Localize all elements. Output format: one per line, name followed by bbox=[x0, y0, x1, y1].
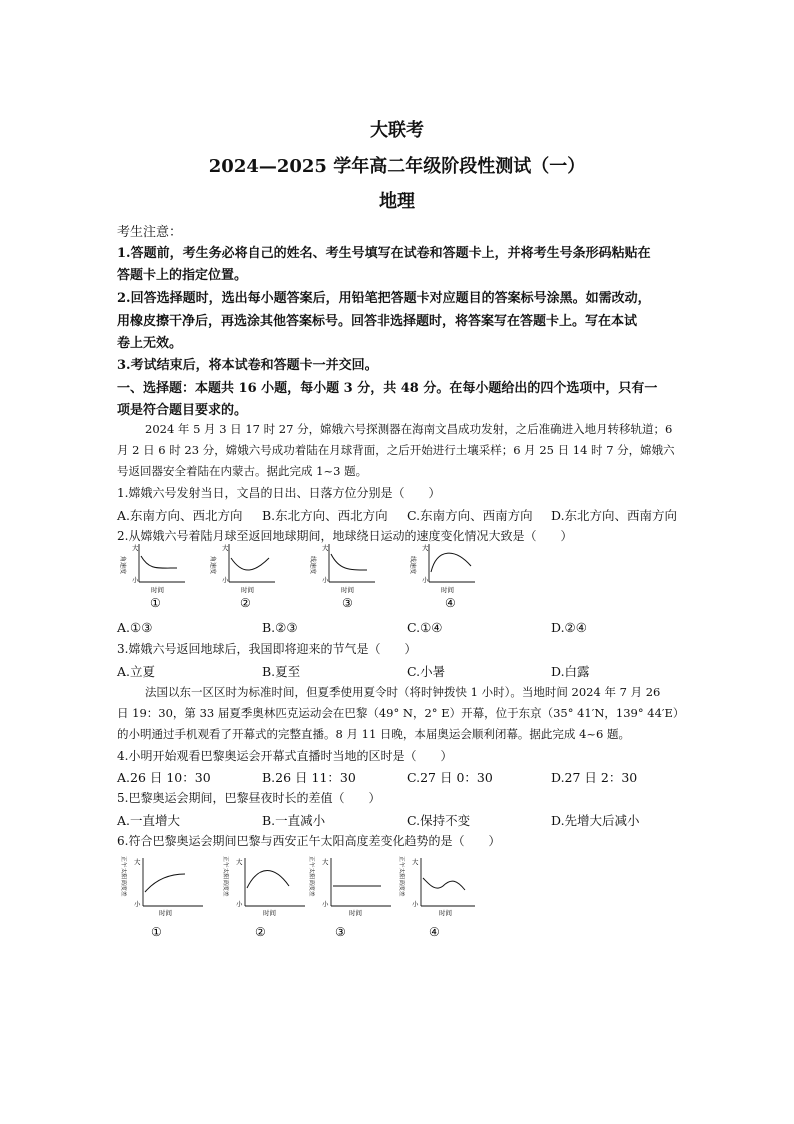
question-2-stem: 2.从嫦娥六号着陆月球至返回地球期间，地球绕日运动的速度变化情况大致是（ ） bbox=[117, 529, 573, 543]
x-axis-label: 时间 bbox=[349, 909, 362, 917]
notice-line: 1.答题前，考生务必将自己的姓名、考生号填写在试卷和答题卡上，并将考生号条形码粘贴在 bbox=[117, 246, 651, 261]
q6-graphs bbox=[115, 852, 475, 942]
curve bbox=[331, 554, 367, 570]
passage-line: 法国以东一区区时为标准时间，但夏季使用夏令时（将时钟拨快 1 小时）。当地时间 2024 年 7 月 26 bbox=[145, 685, 661, 699]
q5-option-d[interactable]: D.先增大后减小 bbox=[551, 813, 640, 828]
q1-option-c[interactable]: C.东南方向、西南方向 bbox=[407, 508, 533, 523]
axis-max-label: 大 bbox=[236, 858, 243, 866]
question-1-stem: 1.嫦娥六号发射当日，文昌的日出、日落方位分别是（ ） bbox=[117, 486, 441, 500]
question-4-stem: 4.小明开始观看巴黎奥运会开幕式直播时当地的区时是（ ） bbox=[117, 749, 453, 763]
notice-line: 答题卡上的指定位置。 bbox=[117, 268, 248, 283]
q2-graph-3 bbox=[309, 543, 375, 610]
axis-min-label: 小 bbox=[322, 900, 329, 908]
question-3-stem: 3.嫦娥六号返回地球后，我国即将迎来的节气是（ ） bbox=[117, 642, 417, 656]
y-axis-label: 线速度 bbox=[409, 556, 416, 575]
q4-option-c[interactable]: C.27 日 0：30 bbox=[407, 770, 493, 785]
x-axis-label: 时间 bbox=[341, 586, 354, 594]
q2-graph-4 bbox=[409, 543, 475, 610]
section-heading: 一、选择题：本题共 16 小题，每小题 3 分，共 48 分。在每小题给出的四个选项中，只有一 bbox=[117, 381, 658, 396]
x-axis-label: 时间 bbox=[263, 909, 276, 917]
q1-option-d[interactable]: D.东北方向、西南方向 bbox=[551, 508, 678, 523]
axis-max-label: 大 bbox=[222, 544, 229, 552]
section-heading-cont: 项是符合题目要求的。 bbox=[117, 403, 248, 418]
passage-line: 日 19：30，第 33 届夏季奥林匹克运动会在巴黎（49° N，2° E）开幕，位于东京（35° 41′N，139° 44′E） bbox=[117, 706, 685, 720]
graph-number: ② bbox=[240, 596, 251, 610]
axis-min-label: 小 bbox=[222, 576, 229, 584]
q5-option-b[interactable]: B.一直减小 bbox=[262, 813, 326, 828]
graph-number: ④ bbox=[429, 925, 440, 939]
x-axis-label: 时间 bbox=[439, 909, 452, 917]
y-axis-label: 角速度 bbox=[209, 556, 216, 575]
axis-max-label: 大 bbox=[422, 544, 429, 552]
curve bbox=[231, 558, 269, 570]
q2-graph-2 bbox=[209, 543, 275, 610]
y-axis-label: 角速度 bbox=[119, 556, 126, 575]
page-title: 2024—2025 学年高二年级阶段性测试（一） bbox=[208, 156, 586, 177]
q2-graph-1 bbox=[119, 543, 185, 610]
graph-number: ① bbox=[150, 596, 161, 610]
q5-option-c[interactable]: C.保持不变 bbox=[407, 813, 471, 828]
q5-option-a[interactable]: A.一直增大 bbox=[117, 813, 181, 828]
q3-option-a[interactable]: A.立夏 bbox=[117, 664, 156, 679]
axis-max-label: 大 bbox=[322, 858, 329, 866]
q2-graphs bbox=[115, 540, 475, 612]
graph-number: ② bbox=[255, 925, 266, 939]
y-axis-label: 线速度 bbox=[309, 556, 316, 575]
q4-option-d[interactable]: D.27 日 2：30 bbox=[551, 770, 638, 785]
q6-graph-2 bbox=[222, 856, 305, 939]
axis-min-label: 小 bbox=[322, 576, 329, 584]
notice-heading: 考生注意： bbox=[117, 225, 183, 240]
y-axis-label: 正午太阳高度差 bbox=[398, 856, 404, 897]
q6-graph-4 bbox=[398, 856, 475, 939]
passage-line: 号返回器安全着陆在内蒙古。据此完成 1~3 题。 bbox=[117, 464, 368, 478]
notice-line: 3.考试结束后，将本试卷和答题卡一并交回。 bbox=[117, 358, 378, 373]
axis-max-label: 大 bbox=[322, 544, 329, 552]
q1-option-a[interactable]: A.东南方向、西北方向 bbox=[117, 508, 243, 523]
y-axis-label: 正午太阳高度差 bbox=[222, 856, 228, 897]
x-axis-label: 时间 bbox=[441, 586, 454, 594]
y-axis-label: 正午太阳高度差 bbox=[308, 856, 314, 897]
passage-line: 2024 年 5 月 3 日 17 时 27 分，嫦娥六号探测器在海南文昌成功发射，之后准确进入地月转移轨道；6 bbox=[145, 422, 673, 436]
y-axis-label: 正午太阳高度差 bbox=[120, 856, 126, 897]
x-axis-label: 时间 bbox=[241, 586, 254, 594]
q3-option-d[interactable]: D.白露 bbox=[551, 664, 590, 679]
q6-graph-1 bbox=[120, 856, 203, 939]
exam-name: 大联考 bbox=[370, 120, 424, 141]
q2-option-c[interactable]: C.①④ bbox=[407, 620, 443, 635]
curve bbox=[247, 871, 289, 889]
notice-line: 用橡皮擦干净后，再选涂其他答案标号。回答非选择题时，将答案写在答题卡上。写在本试 bbox=[117, 314, 638, 329]
graph-number: ① bbox=[151, 925, 162, 939]
q3-option-c[interactable]: C.小暑 bbox=[407, 664, 446, 679]
question-6-stem: 6.符合巴黎奥运会期间巴黎与西安正午太阳高度差变化趋势的是（ ） bbox=[117, 834, 501, 848]
axis-min-label: 小 bbox=[412, 900, 419, 908]
passage-line: 的小明通过手机观看了开幕式的完整直播。8 月 11 日晚，本届奥运会顺利闭幕。据此完成 4~6 题。 bbox=[117, 727, 630, 741]
q2-option-a[interactable]: A.①③ bbox=[117, 620, 153, 635]
q4-option-a[interactable]: A.26 日 10：30 bbox=[117, 770, 211, 785]
question-5-stem: 5.巴黎奥运会期间，巴黎昼夜时长的差值（ ） bbox=[117, 791, 381, 805]
subject-title: 地理 bbox=[379, 191, 415, 212]
q2-option-b[interactable]: B.②③ bbox=[262, 620, 298, 635]
x-axis-label: 时间 bbox=[151, 586, 164, 594]
q6-graph-3 bbox=[308, 856, 391, 939]
axis-max-label: 大 bbox=[412, 858, 419, 866]
graph-number: ③ bbox=[342, 596, 353, 610]
axis-min-label: 小 bbox=[236, 900, 243, 908]
notice-line: 卷上无效。 bbox=[117, 336, 183, 351]
x-axis-label: 时间 bbox=[159, 909, 172, 917]
curve bbox=[145, 874, 185, 892]
graph-number: ④ bbox=[445, 596, 456, 610]
passage-line: 月 2 日 6 时 23 分，嫦娥六号成功着陆在月球背面，之后开始进行土壤采样；6 月 25 日 14 时 7 分，嫦娥六 bbox=[117, 443, 675, 457]
axis-min-label: 小 bbox=[422, 576, 429, 584]
axis-min-label: 小 bbox=[134, 900, 141, 908]
q4-option-b[interactable]: B.26 日 11：30 bbox=[262, 770, 356, 785]
axis-max-label: 大 bbox=[134, 858, 141, 866]
axis-min-label: 小 bbox=[132, 576, 139, 584]
notice-line: 2.回答选择题时，选出每小题答案后，用铅笔把答题卡对应题目的答案标号涂黑。如需改动， bbox=[117, 291, 651, 306]
q3-option-b[interactable]: B.夏至 bbox=[262, 664, 301, 679]
curve bbox=[423, 878, 465, 890]
curve bbox=[141, 556, 177, 568]
q1-option-b[interactable]: B.东北方向、西北方向 bbox=[262, 508, 388, 523]
axis-max-label: 大 bbox=[132, 544, 139, 552]
graph-number: ③ bbox=[335, 925, 346, 939]
curve bbox=[431, 553, 471, 572]
q2-option-d[interactable]: D.②④ bbox=[551, 620, 587, 635]
